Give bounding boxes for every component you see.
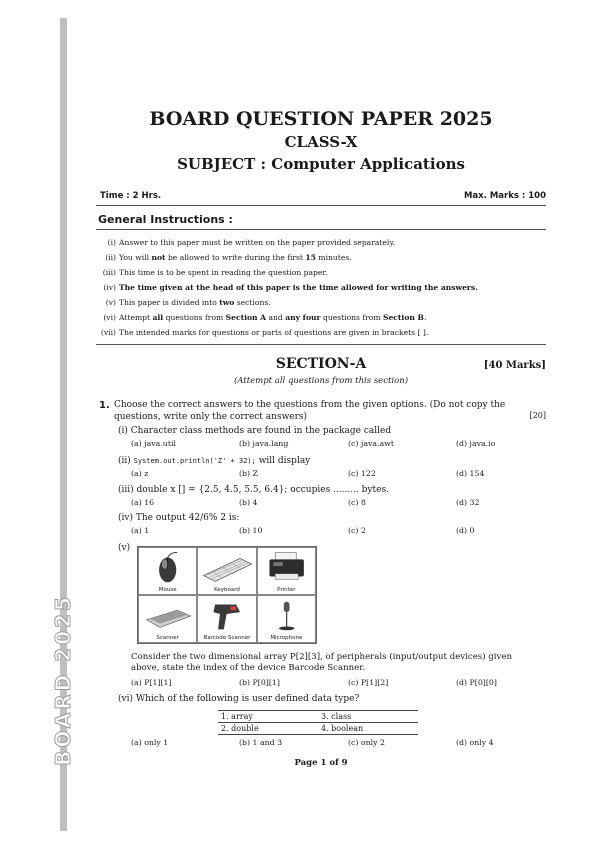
max-marks-label: Max. Marks : 100 — [463, 191, 546, 201]
options-row — [131, 498, 541, 509]
question-marks: [20] — [529, 411, 546, 420]
divider — [96, 344, 546, 345]
option: (c) only 2 — [348, 738, 385, 747]
options-row — [131, 526, 541, 537]
option: (d) P[0][0] — [456, 678, 497, 687]
barcode-scanner-icon — [198, 596, 255, 634]
time-label: Time : 2 Hrs. — [100, 191, 162, 201]
question-number: 1. — [99, 400, 110, 411]
scanner-icon — [139, 596, 196, 634]
option: (c) P[1][2] — [348, 678, 389, 687]
mouse-icon — [139, 548, 196, 586]
option: (d) 32 — [456, 498, 480, 507]
option: (c) 2 — [348, 526, 366, 535]
paper-class: CLASS-X — [284, 133, 358, 151]
sub-question: (v) — [118, 543, 131, 553]
sub-question: (i) Character class methods are found in the package called — [118, 426, 392, 436]
option: (b) Z — [239, 469, 258, 478]
watermark-vertical: BOARD 2025 — [51, 594, 75, 766]
peripheral-cell — [197, 547, 256, 595]
paper-title: BOARD QUESTION PAPER 2025 — [149, 108, 493, 130]
table-row — [218, 723, 418, 735]
option: (a) only 1 — [131, 738, 169, 747]
instruction-item: (v) This paper is divided into two sections. — [105, 298, 271, 307]
divider — [96, 205, 546, 206]
section-title: SECTION-A — [275, 356, 367, 372]
section-marks: [40 Marks] — [483, 360, 546, 371]
option: (c) 122 — [348, 469, 376, 478]
sub-question: (iii) double x [] = {2.5, 4.5, 5.5, 6.4}; occupies ......... bytes. — [118, 485, 389, 495]
peripheral-cell — [257, 547, 316, 595]
peripheral-label: Scanner — [156, 635, 179, 641]
peripherals-grid — [137, 546, 317, 644]
options-row — [131, 678, 541, 689]
peripheral-cell — [138, 595, 197, 643]
divider — [96, 229, 546, 230]
option: (c) java.awt — [348, 439, 394, 448]
option: (a) z — [131, 469, 149, 478]
instruction-item: (i) Answer to this paper must be written on the paper provided separately. — [107, 238, 396, 247]
peripheral-label: Printer — [277, 587, 296, 593]
sub-question-text: Consider the two dimensional array P[2][3], of peripherals (input/output devices) given above, state the index of the device Barcode Scanner. — [131, 652, 513, 673]
table-row — [218, 711, 418, 723]
table-cell: 1. array — [218, 711, 318, 723]
peripheral-cell — [257, 595, 316, 643]
peripheral-cell — [138, 547, 197, 595]
datatype-table — [218, 710, 418, 735]
peripheral-label: Microphone — [270, 635, 303, 641]
page-number: Page 1 of 9 — [294, 758, 348, 768]
peripheral-cell — [197, 595, 256, 643]
instruction-item: (iii) This time is to be spent in reading the question paper. — [102, 268, 328, 277]
option: (a) java.util — [131, 439, 176, 448]
option: (a) P[1][1] — [131, 678, 172, 687]
option: (d) java.io — [456, 439, 496, 448]
instruction-item: (ii) You will not be allowed to write during the first 15 minutes. — [105, 253, 352, 262]
options-row — [131, 738, 541, 749]
option: (d) 154 — [456, 469, 485, 478]
instruction-item: (iv) The time given at the head of this paper is the time allowed for writing the answers. — [103, 283, 478, 292]
code-snippet: System.out.println('Z' + 32); — [133, 457, 256, 465]
option: (d) only 4 — [456, 738, 494, 747]
option: (b) 4 — [239, 498, 258, 507]
table-cell: 4. boolean — [318, 723, 418, 735]
sub-question: (ii) System.out.println('Z' + 32); will display — [118, 456, 311, 466]
option: (d) 0 — [456, 526, 475, 535]
instruction-item: (vi) Attempt all questions from Section A and any four questions from Section B. — [103, 313, 427, 322]
options-row — [131, 439, 541, 450]
instructions-title: General Instructions : — [98, 213, 233, 226]
option: (c) 8 — [348, 498, 366, 507]
option: (b) 1 and 3 — [239, 738, 283, 747]
option: (a) 16 — [131, 498, 155, 507]
peripheral-label: Mouse — [158, 587, 177, 593]
section-subtitle: (Attempt all questions from this section) — [233, 376, 409, 386]
sub-question: (iv) The output 42/6% 2 is: — [118, 513, 240, 523]
option: (b) P[0][1] — [239, 678, 280, 687]
printer-icon — [258, 548, 315, 586]
peripheral-label: Keyboard — [214, 587, 240, 593]
table-cell: 3. class — [318, 711, 418, 723]
option: (a) 1 — [131, 526, 150, 535]
instruction-item: (vii) The intended marks for questions or parts of questions are given in brackets [ ]. — [100, 328, 429, 337]
option: (b) 10 — [239, 526, 263, 535]
peripheral-label: Barcode Scanner — [203, 635, 251, 641]
table-cell: 2. double — [218, 723, 318, 735]
paper-subject: SUBJECT : Computer Applications — [177, 155, 465, 173]
question-text: Choose the correct answers to the questions from the given options. (Do not copy the questions, write only the correct answers) — [114, 400, 506, 422]
sub-question: (vi) Which of the following is user defined data type? — [118, 694, 360, 704]
microphone-icon — [258, 596, 315, 634]
keyboard-icon — [198, 548, 255, 586]
options-row — [131, 469, 541, 480]
option: (b) java.lang — [239, 439, 289, 448]
